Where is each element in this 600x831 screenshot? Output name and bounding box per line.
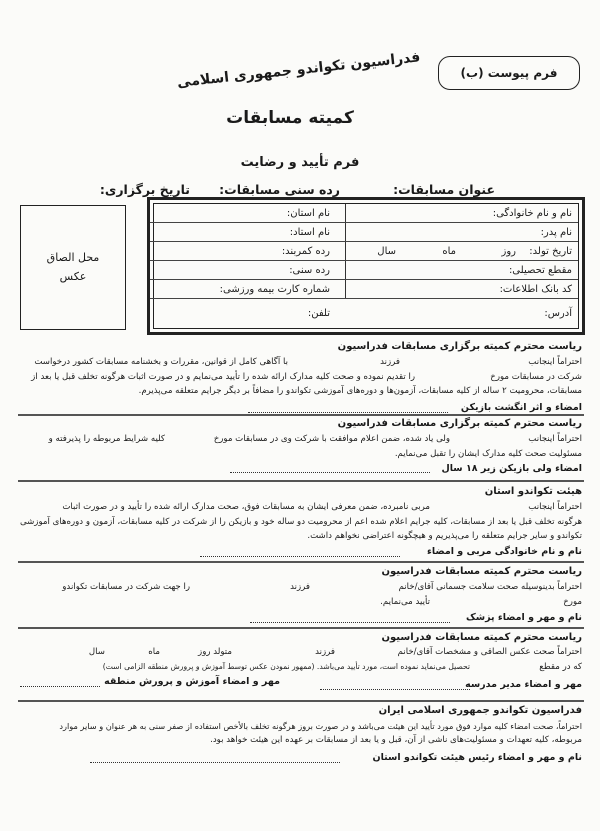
s1-title: ریاست محترم کمیته برگزاری مسابقات فدراسیون	[337, 341, 582, 352]
phone-label: تلفن:	[307, 308, 330, 319]
s3-line1a: احتراماً اینجانب	[528, 502, 582, 512]
address-label: آدرس:	[544, 308, 572, 319]
form-title: فرم تأیید و رضایت	[240, 155, 360, 170]
info-row-father	[150, 223, 578, 242]
annex-label: فرم پیوست (ب)	[438, 56, 580, 90]
s1-line2a: شرکت در مسابقات مورخ	[490, 372, 582, 382]
province-label: نام استان:	[286, 208, 330, 219]
s2-signature: امضاء ولی بازیکن زیر ۱۸ سال	[441, 463, 582, 474]
s5-line1e: سال	[88, 647, 105, 657]
s2-line2: مسئولیت صحت کلیه مدارک ایشان را تقبل می‌نمایم.	[394, 449, 582, 459]
birth-label: تاریخ تولد:	[529, 246, 572, 257]
s5-line2a: که در مقطع	[539, 662, 582, 672]
s1-line1a: احتراماً اینجانب	[528, 357, 582, 367]
s1-signature: امضاء و اثر انگشت بازیکن	[460, 402, 582, 413]
bank-code-label: کد بانک اطلاعات:	[499, 284, 572, 295]
info-row-education	[150, 261, 578, 280]
s5-education-signature: مهر و امضاء آموزش و پرورش منطقه	[104, 676, 280, 687]
s6-line2: مربوطه، کلیه تعهدات و مسئولیت‌های ناشی از آن، قبل و یا بعد از مسابقات بر عهده این هیئت خواهد بود.	[210, 735, 582, 745]
committee-title: کمیته مسابقات	[226, 108, 354, 128]
s5-line1b: فرزند	[315, 647, 335, 657]
info-row-birth	[150, 242, 578, 261]
belt-label: رده کمربند:	[281, 246, 330, 257]
birth-day-label: روز	[501, 246, 516, 257]
participant-info-table	[147, 197, 585, 335]
s5-school-signature: مهر و امضاء مدیر مدرسه	[465, 679, 582, 690]
s4-title: ریاست محترم کمیته مسابقات فدراسیون	[381, 566, 582, 577]
birth-month-label: ماه	[442, 246, 456, 257]
s2-title: ریاست محترم کمیته برگزاری مسابقات فدراسیون	[337, 418, 582, 429]
s3-line2: هرگونه تخلف قبل یا بعد از مسابقات، کلیه جرایم اعلام شده اعم از محرومیت دو ساله خود و بازیکن را از شرکت در کلیه مسابقات، آزمون و دوره‌های آموزشی	[19, 517, 582, 527]
age-group-label: رده سنی مسابقات:	[219, 182, 340, 197]
s5-line1c: متولد روز	[198, 647, 232, 657]
s5-line1d: ماه	[148, 647, 160, 657]
s4-line2: مورخ	[563, 597, 582, 607]
date-held-label: تاریخ برگزاری:	[99, 182, 190, 197]
s4-line1a: احتراماً بدینوسیله صحت سلامت جسمانی آقای/خانم	[398, 582, 582, 592]
photo-placeholder	[20, 205, 126, 330]
s6-title: فدراسیون تکواندو جمهوری اسلامی ایران	[378, 705, 582, 716]
s5-line1a: احتراماً صحت عکس الصاقی و مشخصات آقای/خانم	[397, 647, 582, 657]
s2-line1b: ولی یاد شده، ضمن اعلام موافقت با شرکت وی در مسابقات مورخ	[213, 434, 450, 444]
s5-title: ریاست محترم کمیته مسابقات فدراسیون	[381, 632, 582, 643]
info-row-name	[150, 204, 578, 223]
s6-signature: نام و مهر و امضاء رئیس هیئت تکواندو استان	[372, 752, 582, 763]
s2-line1a: احتراماً اینجانب	[528, 434, 582, 444]
s4-signature: نام و مهر و امضاء پزشک	[466, 612, 582, 623]
s1-line1b: فرزند	[380, 357, 400, 367]
age-group-field-label: رده سنی:	[289, 265, 330, 276]
s2-line1c: کلیه شرایط مربوطه را پذیرفته و	[48, 434, 165, 444]
s1-line3: مسابقات، محرومیت ۲ ساله از کلیه مسابقات، آزمون‌ها و دوره‌های آموزشی تکواندو را مضافاً بر دیگر جرایم متعلقه می‌پذیرم.	[138, 386, 582, 396]
photo-label-2: عکس	[59, 269, 87, 283]
s3-line1b: مربی نامبرده، ضمن معرفی ایشان به مسابقات فوق، صحت مدارک ارائه شده را تأیید و در صورت اثبات	[62, 502, 430, 512]
insurance-label: شماره کارت بیمه ورزشی:	[219, 284, 330, 295]
name-label: نام و نام خانوادگی:	[492, 208, 572, 219]
s3-title: هیئت تکواندو استان	[484, 486, 582, 497]
s5-line2b: تحصیل می‌نماید نموده است، مورد تأیید می‌باشد. (ممهور نمودن عکس توسط آموزش و پرورش منطقه الزامی است)	[102, 662, 470, 671]
coach-label: نام استاد:	[289, 227, 330, 238]
s4-line1b: فرزند	[290, 582, 310, 592]
s1-line1c: با آگاهی کامل از قوانین، مقررات و بخشنامه مسابقات کشور درخواست	[34, 357, 288, 367]
s3-line3: تکواندو و سایر جرایم متعلقه را می‌پذیریم و هیچگونه اعتراضی نخواهم داشت.	[307, 531, 582, 541]
competition-title-label: عنوان مسابقات:	[393, 182, 495, 197]
federation-title: فدراسیون تکواندو جمهوری اسلامی	[176, 49, 422, 91]
father-label: نام پدر:	[540, 227, 572, 238]
info-row-address	[150, 299, 578, 329]
info-row-bank	[150, 280, 578, 299]
s1-line2b: را تقدیم نموده و صحت کلیه مدارک ارائه شده را تأیید می‌نمایم و در صورت اثبات هرگونه تخلف قبل یا بعد از	[31, 372, 415, 382]
photo-label-1: محل الصاق	[46, 250, 100, 264]
education-label: مقطع تحصیلی:	[508, 265, 572, 276]
s6-line1: احتراماً، صحت امضاء کلیه موارد فوق مورد تأیید این هیئت می‌باشد و در صورت بروز هرگونه تخلف بالأخص استفاده از صفر سنی به هر عنوان و سایر موارد	[59, 721, 582, 731]
birth-year-label: سال	[377, 246, 396, 257]
s4-line2b: تأیید می‌نمایم.	[380, 597, 430, 607]
s4-line1c: را جهت شرکت در مسابقات تکواندو	[62, 582, 190, 592]
s3-signature: نام و نام خانوادگی مربی و امضاء	[427, 546, 582, 557]
